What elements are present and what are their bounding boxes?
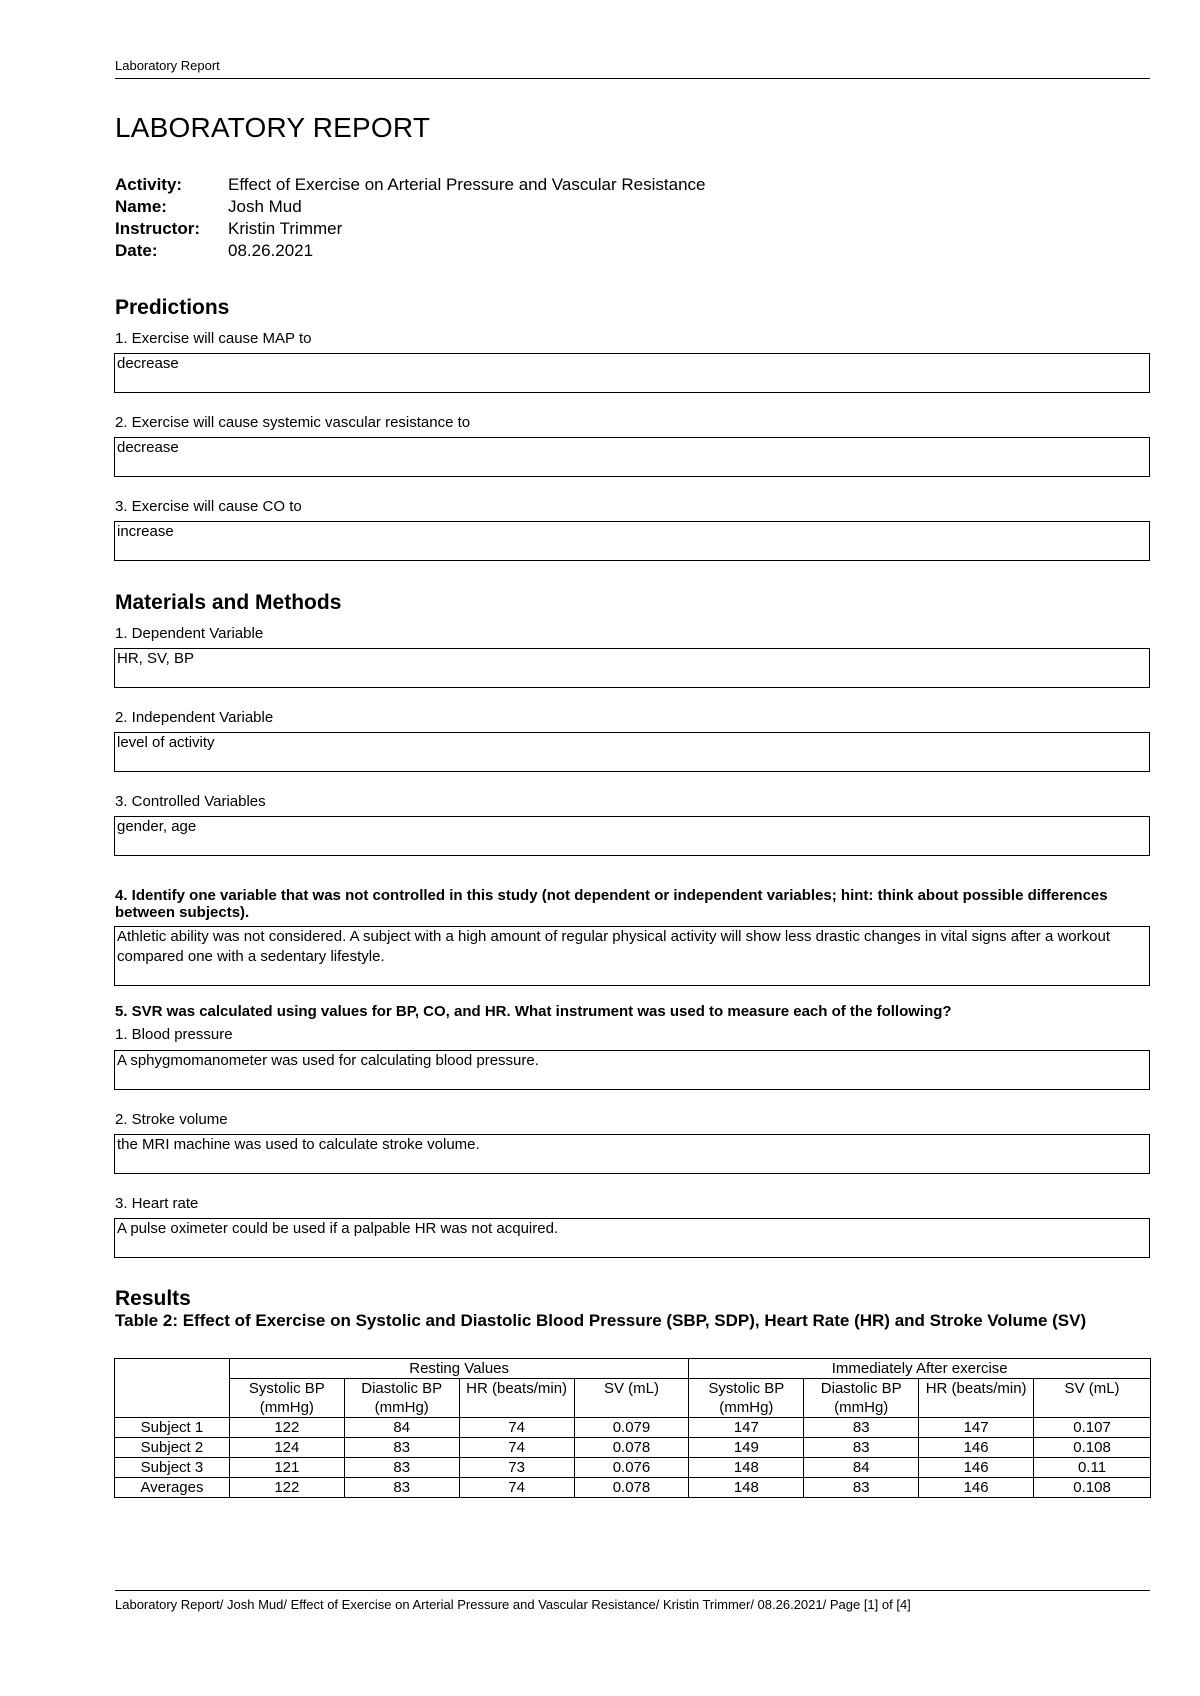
methods-question-3: 3. Controlled Variables — [115, 793, 266, 810]
table-row — [115, 1418, 1151, 1438]
prediction-answer-3[interactable]: increase — [114, 521, 1150, 561]
table-caption: Table 2: Effect of Exercise on Systolic and Diastolic Blood Pressure (SBP, SDP), Heart Rate (HR) and Stroke Volume (SV) — [115, 1311, 1087, 1330]
table-cell: 149 — [689, 1438, 804, 1458]
table-cell: 83 — [344, 1458, 459, 1478]
prediction-answer-2[interactable]: decrease — [114, 437, 1150, 477]
table-cell: 74 — [459, 1438, 574, 1458]
table-cell: 146 — [919, 1478, 1034, 1498]
table-cell: 0.11 — [1034, 1458, 1151, 1478]
report-meta — [115, 175, 706, 263]
results-table — [114, 1358, 1151, 1498]
methods-question-1: 1. Dependent Variable — [115, 625, 264, 642]
methods-answer-4[interactable]: Athletic ability was not considered. A subject with a high amount of regular physical activity will show less drastic changes in vital signs after a workout compared one with a sedentary lifestyle. — [114, 926, 1150, 986]
table-cell: 148 — [689, 1458, 804, 1478]
table-cell: 84 — [804, 1458, 919, 1478]
prediction-question-2: 2. Exercise will cause systemic vascular resistance to — [115, 414, 471, 431]
table-cell: 83 — [804, 1418, 919, 1438]
meta-label: Date: — [115, 241, 158, 260]
table-cell: 147 — [689, 1418, 804, 1438]
table-cell: 0.078 — [574, 1438, 689, 1458]
page-footer: Laboratory Report/ Josh Mud/ Effect of Exercise on Arterial Pressure and Vascular Resistance/ Kristin Trimmer/ 08.26.2021/ Page [1] of [4] — [115, 1590, 1150, 1612]
table-row — [115, 1478, 1151, 1498]
table-column-header-row — [115, 1379, 1151, 1418]
meta-name — [115, 197, 706, 219]
row-label: Averages — [115, 1478, 230, 1498]
table-group-header-row — [115, 1359, 1151, 1379]
meta-date — [115, 241, 706, 263]
instrument-answer-hr[interactable]: A pulse oximeter could be used if a palpable HR was not acquired. — [114, 1218, 1150, 1258]
column-header: HR (beats/min) — [919, 1379, 1034, 1418]
methods-answer-3[interactable]: gender, age — [114, 816, 1150, 856]
prediction-question-1: 1. Exercise will cause MAP to — [115, 330, 312, 347]
table-cell: 0.079 — [574, 1418, 689, 1438]
table-cell: 83 — [344, 1438, 459, 1458]
table-cell: 122 — [229, 1478, 344, 1498]
methods-heading: Materials and Methods — [115, 591, 342, 614]
table-cell: 84 — [344, 1418, 459, 1438]
meta-label: Instructor: — [115, 219, 200, 238]
table-cell: 0.108 — [1034, 1438, 1151, 1458]
table-cell: 83 — [804, 1438, 919, 1458]
results-heading: Results — [115, 1287, 191, 1310]
table-cell: 0.076 — [574, 1458, 689, 1478]
instrument-question-hr: 3. Heart rate — [115, 1195, 199, 1212]
table-cell: 74 — [459, 1418, 574, 1438]
column-header: Diastolic BP (mmHg) — [344, 1379, 459, 1418]
meta-value: Kristin Trimmer — [228, 219, 343, 238]
table-cell: 121 — [229, 1458, 344, 1478]
table-cell: 0.107 — [1034, 1418, 1151, 1438]
instrument-answer-bp[interactable]: A sphygmomanometer was used for calculating blood pressure. — [114, 1050, 1150, 1090]
instrument-question-sv: 2. Stroke volume — [115, 1111, 228, 1128]
methods-question-5: 5. SVR was calculated using values for BP, CO, and HR. What instrument was used to measure each of the following? — [115, 1003, 952, 1020]
group-header-resting: Resting Values — [229, 1359, 689, 1379]
table-cell: 74 — [459, 1478, 574, 1498]
table-cell: 122 — [229, 1418, 344, 1438]
meta-value: Josh Mud — [228, 197, 302, 216]
methods-answer-2[interactable]: level of activity — [114, 732, 1150, 772]
predictions-heading: Predictions — [115, 296, 230, 319]
table-cell: 0.108 — [1034, 1478, 1151, 1498]
meta-instructor — [115, 219, 706, 241]
meta-value: Effect of Exercise on Arterial Pressure and Vascular Resistance — [228, 175, 706, 194]
running-header: Laboratory Report — [115, 58, 1150, 79]
instrument-question-bp: 1. Blood pressure — [115, 1026, 233, 1043]
table-cell: 147 — [919, 1418, 1034, 1438]
table-cell: 146 — [919, 1458, 1034, 1478]
column-header: Diastolic BP (mmHg) — [804, 1379, 919, 1418]
table-row — [115, 1458, 1151, 1478]
column-header: Systolic BP (mmHg) — [229, 1379, 344, 1418]
prediction-question-3: 3. Exercise will cause CO to — [115, 498, 302, 515]
methods-answer-1[interactable]: HR, SV, BP — [114, 648, 1150, 688]
methods-question-4: 4. Identify one variable that was not controlled in this study (not dependent or independent variables; hint: think about possible differences between subjects). — [115, 887, 1108, 921]
row-label: Subject 3 — [115, 1458, 230, 1478]
table-cell: 124 — [229, 1438, 344, 1458]
meta-label: Activity: — [115, 175, 183, 194]
meta-value: 08.26.2021 — [228, 241, 314, 260]
column-header: HR (beats/min) — [459, 1379, 574, 1418]
group-header-after: Immediately After exercise — [689, 1359, 1151, 1379]
page-title: LABORATORY REPORT — [115, 112, 431, 143]
methods-question-2: 2. Independent Variable — [115, 709, 274, 726]
prediction-answer-1[interactable]: decrease — [114, 353, 1150, 393]
table-cell: 83 — [344, 1478, 459, 1498]
meta-activity — [115, 175, 706, 197]
column-header: Systolic BP (mmHg) — [689, 1379, 804, 1418]
table-cell: 146 — [919, 1438, 1034, 1458]
table-corner-cell — [115, 1359, 230, 1418]
row-label: Subject 2 — [115, 1438, 230, 1458]
table-cell: 83 — [804, 1478, 919, 1498]
row-label: Subject 1 — [115, 1418, 230, 1438]
table-cell: 0.078 — [574, 1478, 689, 1498]
table-cell: 73 — [459, 1458, 574, 1478]
table-row — [115, 1438, 1151, 1458]
column-header: SV (mL) — [574, 1379, 689, 1418]
column-header: SV (mL) — [1034, 1379, 1151, 1418]
meta-label: Name: — [115, 197, 167, 216]
instrument-answer-sv[interactable]: the MRI machine was used to calculate stroke volume. — [114, 1134, 1150, 1174]
table-cell: 148 — [689, 1478, 804, 1498]
